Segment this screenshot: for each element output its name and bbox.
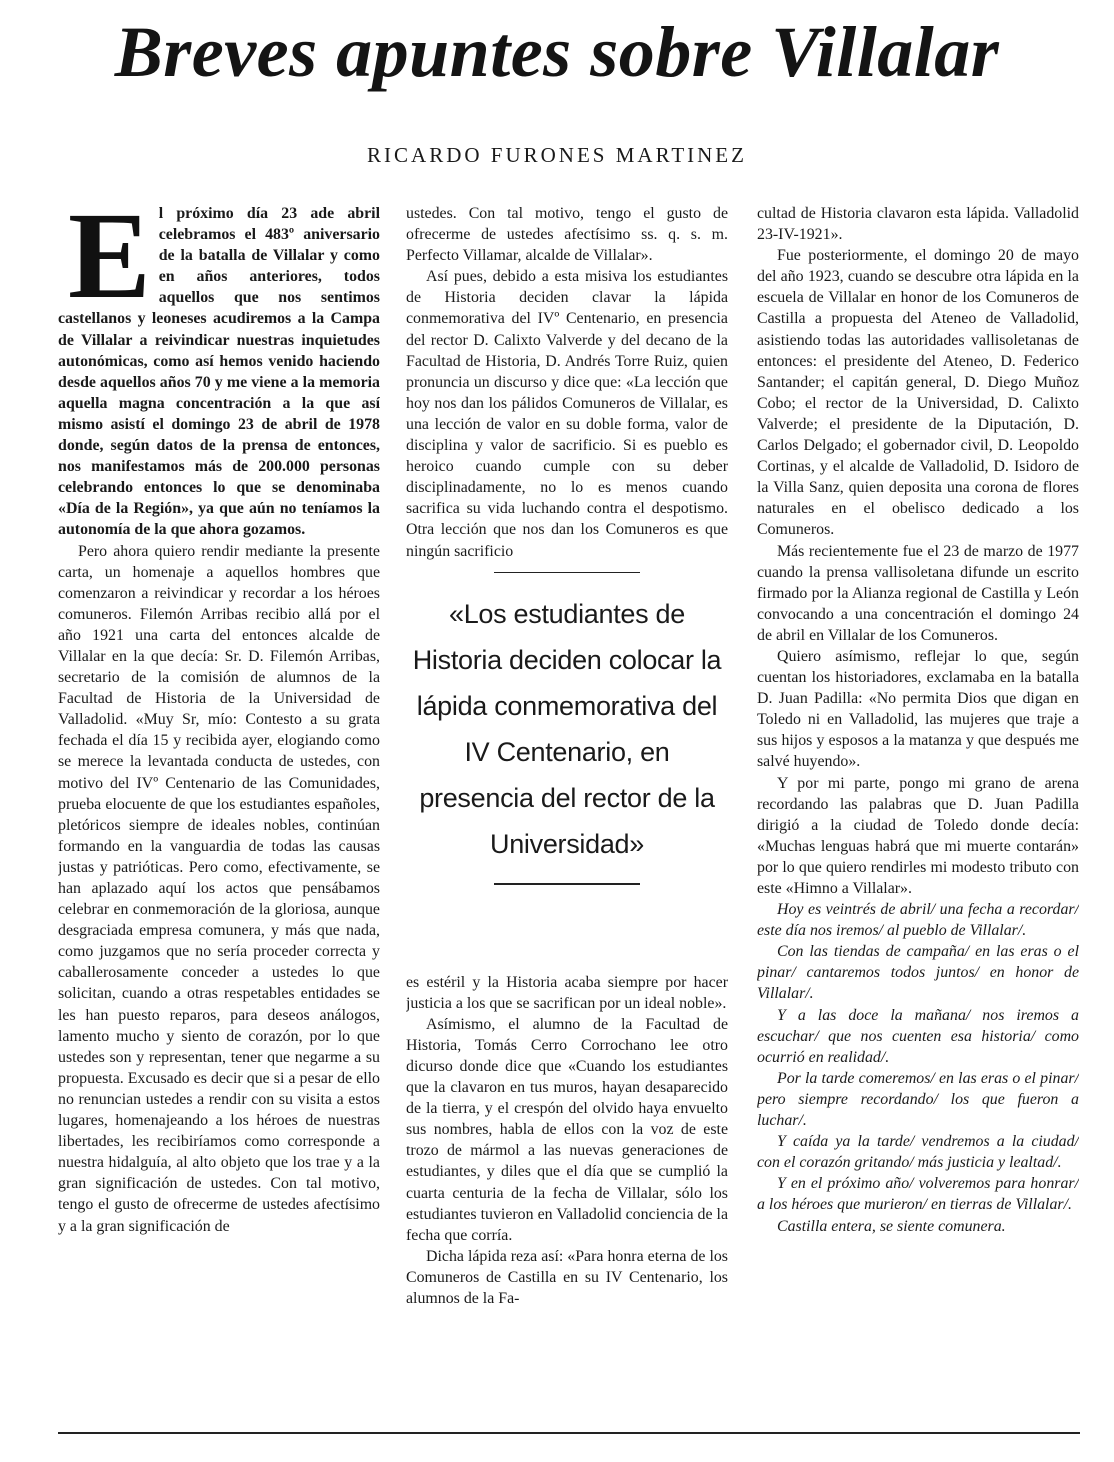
article-title: Breves apuntes sobre Villalar xyxy=(114,12,1000,92)
pull-quote-rule-bottom xyxy=(494,883,640,885)
poem-stanza: Y en el próximo año/ volveremos para honrar/ a los héroes que murieron/ en tierras de Villalar/. xyxy=(757,1175,1079,1214)
poem-stanza: Por la tarde comeremos/ en las eras o el pinar/ pero siempre recordando/ los que fueron a luchar/. xyxy=(757,1069,1079,1130)
column-3 xyxy=(757,203,1079,1417)
paragraph: ustedes. Con tal motivo, tengo el gusto de ofrecerme de ustedes afectísimo ss. q. s. m. Perfecto Villamar, alcalde de Villalar». xyxy=(406,205,728,265)
poem-stanza: Y a las doce la mañana/ nos iremos a escuchar/ que nos cuenten esa historia/ como ocurrió en realidad/. xyxy=(757,1006,1079,1066)
paragraph: cultad de Historia clavaron esta lápida. Valladolid 23-IV-1921». xyxy=(757,205,1079,244)
lead-paragraph xyxy=(58,203,380,541)
lead-text: l próximo día 23 ade abril celebramos el 483º aniversario de la batalla de Villalar y como en años anteriores, todos aquellos que nos sentimos castellanos y leoneses acudiremos a la Campa de Villalar a reivindicar nuestras inquietudes autonómicas, como así hemos venido haciendo desde aquellos años 70 y me viene a la memoria aquella magna concentración a la que así mismo asistí el domingo 23 de abril de 1978 donde, según datos de la prensa de entonces, nos manifestamos más de 200.000 personas celebrando entonces lo que se denominaba «Día de la Región», ya que aún no teníamos la autonomía de la que ahora gozamos. xyxy=(58,205,380,539)
column-1 xyxy=(58,203,380,1417)
paragraph: Y por mi parte, pongo mi grano de arena recordando las palabras que D. Juan Padilla dirigió a la ciudad de Toledo donde decía: «Muchas lenguas habrá que mi muerte contarán» por lo que quiero rendirles mi modesto tributo con este «Himno a Villalar». xyxy=(757,774,1079,897)
paragraph: Dicha lápida reza así: «Para honra eterna de los Comuneros de Castilla en su IV Centenario, los alumnos de la Fa- xyxy=(406,1247,728,1307)
paragraph: Más recientemente fue el 23 de marzo de 1977 cuando la prensa vallisoletana difunde un escrito firmado por la Alianza regional de Castilla y León convocando a una concentración el domingo 24 de abril en Villalar de los Comuneros. xyxy=(757,542,1079,644)
paragraph: Pero ahora quiero rendir mediante la presente carta, un homenaje a aquellos hombres que comenzaron a reivindicar y recordar a los héroes comuneros. Filemón Arribas recibio allá por el año 1921 una carta del entonces alcalde de Villalar en la que decía: Sr. D. Filemón Arribas, secretario de la comisión de alumnos de la Facultad de Historia de la Universidad de Valladolid. «Muy Sr, mío: Contesto a su grata fechada el día 15 y recibida ayer, elogiando como se merece la levantada conducta de ustedes, con motivo del IVº Centenario de las Comunidades, prueba elocuente de que los estudiantes españoles, pletóricos siempre de ideales nobles, continúan formando en la vanguardia de todas las causas justas y patrióticas. Pero como, efectivamente, se han aplazado aquí los actos que pensábamos celebrar en conmemoración de la gloriosa, aunque desgraciada empresa comunera, y más que nada, como juzgamos que no sería proceder correcta y caballerosamente conceder a ustedes lo que solicitan, cuando a otras respetables entidades se les han puesto reparos, para deseos análogos, lamento mucho y siento de corazón, por lo que ustedes son y representan, tener que negarme a su propuesta. Excusado es decir que si a pesar de ello no renuncian ustedes a rendir con su visita a estos lugares, homenajeando a los héroes de nuestras libertades, les recibiríamos como corresponde a nuestra hidalguía, al alto objeto que los trae y a la gran significación de ustedes. Con tal motivo, tengo el gusto de ofrecerme de ustedes afectísimo y a la gran significación de xyxy=(58,542,380,1235)
drop-cap: E xyxy=(68,203,151,324)
pull-quote-text: «Los estudiantes de Historia deciden colocar la lápida conmemorativa del IV Centenario, en presencia del rector de la Universidad» xyxy=(412,599,722,860)
poem-stanza: Y caída ya la tarde/ vendremos a la ciudad/ con el corazón gritando/ más justicia y lealtad/. xyxy=(757,1133,1079,1172)
column-2 xyxy=(406,203,728,1417)
paragraph: Así pues, debido a esta misiva los estudiantes de Historia deciden clavar la lápida conmemorativa del IVº Centenario, en presencia del rector D. Calixto Valverde y del decano de la Facultad de Historia, D. Andrés Torre Ruiz, quien pronuncia un discurso y dice que: «La lección que hoy nos dan los pálidos Comuneros de Villalar, es una lección de valor en su doble forma, valor de disciplina y valor de sacrificio. Si es pueblo es heroico cuando cumple con su deber disciplinadamente, no lo es menos cuando sacrifica su vida luchando contra el despotismo. Otra lección que nos dan los Comuneros es que ningún sacrificio xyxy=(406,268,728,560)
pull-quote xyxy=(406,572,728,972)
paragraph: es estéril y la Historia acaba siempre por hacer justicia a los que se sacrifican por un ideal noble». xyxy=(406,973,728,1012)
poem-stanza: Castilla entera, se siente comunera. xyxy=(777,1217,1006,1235)
poem-stanza: Hoy es veintrés de abril/ una fecha a recordar/ este día nos iremos/ al pueblo de Villalar/. xyxy=(757,901,1079,940)
paragraph: Quiero asímismo, reflejar lo que, según cuentan los historiadores, exclamaba en la batalla D. Juan Padilla: «No permita Dios que digan en Toledo ni en Valladolid, las mujeres que traje a sus hijos y esposos a la matanza y que después me salvé huyendo». xyxy=(757,647,1079,771)
paragraph: Fue posteriormente, el domingo 20 de mayo del año 1923, cuando se descubre otra lápida en la escuela de Villalar en honor de los Comuneros de Castilla a propuesta del Ateneo de Valladolid, asistiendo todas las autoridades vallisoletanas de entonces: el presidente del Ateneo, D. Federico Santander; el capitán general, D. Diego Muñoz Cobo; el rector de la Universidad, D. Calixto Valverde; el presidente de la Diputación, D. Carlos Delgado; el gobernador civil, D. Leopoldo Cortinas, y el alcalde de Valladolid, D. Isidoro de la Villa Sanz, quien deposita una corona de flores naturales en el obelisco dedicado a los Comuneros. xyxy=(757,247,1079,539)
bottom-rule xyxy=(58,1432,1080,1434)
author-byline: RICARDO FURONES MARTINEZ xyxy=(367,143,747,167)
poem-stanza: Con las tiendas de campaña/ en las eras o el pinar/ cantaremos todos juntos/ en honor de Villalar/. xyxy=(757,943,1079,1003)
paragraph: Asímismo, el alumno de la Facultad de Historia, Tomás Cerro Corrochano lee otro dicurso donde dice que «Cuando los estudiantes que la clavaron en tus muros, hayan desaparecido de la tierra, y el crespón del olvido haya envuelto sus nombres, habla de ellos con la voz de este trozo de mármol a las nuevas generaciones de estudiantes, y diles que el día que se cumplió la cuarta centuria de la fecha de Villalar, sólo los estudiantes tuvieron en Valladolid conciencia de la fecha que corría. xyxy=(406,1015,728,1244)
